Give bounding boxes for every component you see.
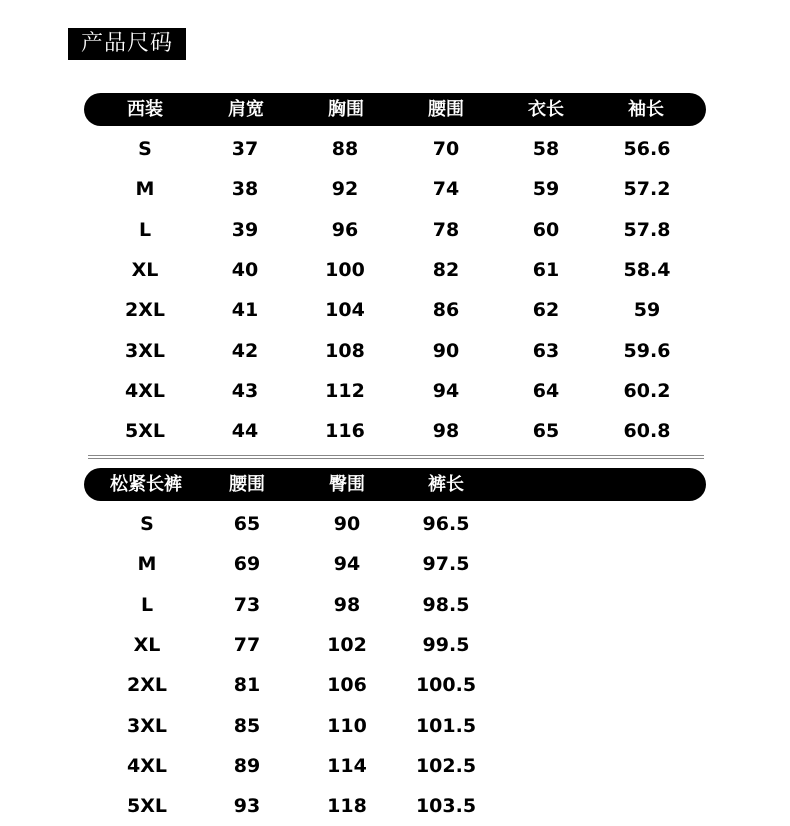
suit-table-cell: 2XL — [125, 299, 165, 322]
suit-table-row — [0, 290, 790, 330]
pants-table-cell: 99.5 — [422, 633, 470, 656]
pants-table-cell: M — [137, 553, 157, 576]
suit-table-cell: M — [135, 178, 155, 201]
suit-header-sleeve: 袖长 — [628, 99, 664, 120]
suit-table-cell: 64 — [532, 379, 560, 402]
pants-table-cell: 65 — [233, 513, 261, 535]
pants-table-cell: 118 — [327, 795, 367, 818]
pants-table-cell: XL — [133, 633, 161, 656]
pants-table-cell: 4XL — [127, 754, 167, 777]
suit-table-cell: 37 — [231, 138, 259, 160]
pants-header-hip: 臀围 — [329, 474, 365, 495]
pants-table-row — [0, 706, 790, 746]
pants-table-row — [0, 504, 790, 544]
suit-header-waist: 腰围 — [428, 99, 464, 120]
suit-table-row — [0, 371, 790, 411]
suit-table-cell: 60 — [532, 218, 560, 241]
pants-table-cell: 106 — [327, 674, 367, 697]
suit-table-row — [0, 411, 790, 451]
suit-table-cell: 40 — [231, 258, 259, 281]
pants-table-row — [0, 625, 790, 665]
suit-table-cell: 42 — [231, 339, 259, 362]
suit-table-cell: 58.4 — [623, 258, 671, 281]
suit-header-chest: 胸围 — [328, 99, 364, 120]
pants-table-cell: 114 — [327, 754, 367, 777]
pants-table-cell: 85 — [233, 714, 261, 737]
table-divider-top — [88, 455, 704, 456]
suit-table-cell: 59 — [633, 299, 661, 322]
suit-table-cell: S — [138, 138, 152, 160]
suit-table-cell: 57.8 — [623, 218, 671, 241]
pants-table-cell: 90 — [333, 513, 361, 535]
pants-table-cell: 94 — [333, 553, 361, 576]
suit-table-cell: 59.6 — [623, 339, 671, 362]
suit-header-length: 衣长 — [528, 99, 564, 120]
pants-header-size: 松紧长裤 — [110, 474, 182, 495]
pants-table-cell: 103.5 — [415, 795, 477, 818]
suit-table-cell: 43 — [231, 379, 259, 402]
pants-table-cell: 81 — [233, 674, 261, 697]
pants-table-row — [0, 585, 790, 625]
suit-table-cell: 57.2 — [623, 178, 671, 201]
pants-table-cell: 110 — [327, 714, 367, 737]
pants-table-cell: 69 — [233, 553, 261, 576]
suit-table-row — [0, 129, 790, 169]
pants-table-cell: 73 — [233, 593, 261, 616]
suit-table-cell: 58 — [532, 138, 560, 160]
suit-table-cell: 60.2 — [623, 379, 671, 402]
suit-table-cell: 4XL — [125, 379, 165, 402]
suit-table-cell: 90 — [432, 339, 460, 362]
suit-table-cell: 112 — [325, 379, 365, 402]
suit-table-cell: 62 — [532, 299, 560, 322]
suit-table-cell: 86 — [432, 299, 460, 322]
pants-table-cell: 97.5 — [422, 553, 470, 576]
pants-table-cell: 93 — [233, 795, 261, 818]
suit-table-cell: 39 — [231, 218, 259, 241]
suit-table-cell: 56.6 — [623, 138, 671, 160]
pants-table-cell: S — [140, 513, 154, 535]
size-chart-title: 产品尺码 — [68, 28, 186, 60]
suit-table-cell: 92 — [331, 178, 359, 201]
suit-table-header — [84, 93, 706, 126]
suit-table-cell: 70 — [432, 138, 460, 160]
suit-header-size: 西装 — [127, 99, 163, 120]
pants-table-cell: 102.5 — [415, 754, 477, 777]
pants-table-cell: 98 — [333, 593, 361, 616]
suit-table-cell: 94 — [432, 379, 460, 402]
suit-table-row — [0, 250, 790, 290]
suit-table-cell: 5XL — [125, 420, 165, 443]
suit-table-cell: XL — [131, 258, 159, 281]
suit-table-cell: 61 — [532, 258, 560, 281]
suit-table-cell: 65 — [532, 420, 560, 443]
suit-table-cell: 108 — [325, 339, 365, 362]
pants-table-cell: L — [140, 593, 154, 616]
suit-table-cell: 38 — [231, 178, 259, 201]
pants-table-row — [0, 544, 790, 584]
suit-table-cell: 100 — [325, 258, 365, 281]
pants-table-cell: 100.5 — [415, 674, 477, 697]
pants-table-cell: 98.5 — [422, 593, 470, 616]
suit-table-cell: 59 — [532, 178, 560, 201]
pants-table-row — [0, 665, 790, 705]
pants-table-cell: 3XL — [127, 714, 167, 737]
suit-table-cell: 98 — [432, 420, 460, 443]
pants-header-waist: 腰围 — [229, 474, 265, 495]
pants-table-row — [0, 786, 790, 826]
suit-header-shoulder: 肩宽 — [228, 99, 264, 120]
suit-table-cell: 3XL — [125, 339, 165, 362]
suit-table-cell: 74 — [432, 178, 460, 201]
suit-table-cell: 82 — [432, 258, 460, 281]
pants-table-row — [0, 746, 790, 786]
suit-table-cell: 78 — [432, 218, 460, 241]
suit-table-cell: 41 — [231, 299, 259, 322]
pants-table-cell: 77 — [233, 633, 261, 656]
suit-table-row — [0, 331, 790, 371]
pants-table-cell: 89 — [233, 754, 261, 777]
suit-table-cell: 63 — [532, 339, 560, 362]
pants-table-cell: 101.5 — [415, 714, 477, 737]
suit-table-row — [0, 169, 790, 209]
suit-table-cell: 104 — [325, 299, 365, 322]
pants-table-cell: 5XL — [127, 795, 167, 818]
suit-table-cell: 96 — [331, 218, 359, 241]
suit-table-cell: 44 — [231, 420, 259, 443]
pants-table-header — [84, 468, 706, 501]
suit-table-row — [0, 210, 790, 250]
suit-table-cell: 60.8 — [623, 420, 671, 443]
pants-table-cell: 96.5 — [422, 513, 470, 535]
suit-table-cell: L — [138, 218, 152, 241]
pants-table-cell: 2XL — [127, 674, 167, 697]
suit-table-cell: 116 — [325, 420, 365, 443]
pants-table-cell: 102 — [327, 633, 367, 656]
suit-table-cell: 88 — [331, 138, 359, 160]
pants-header-length: 裤长 — [428, 474, 464, 495]
table-divider-bottom — [88, 458, 704, 459]
